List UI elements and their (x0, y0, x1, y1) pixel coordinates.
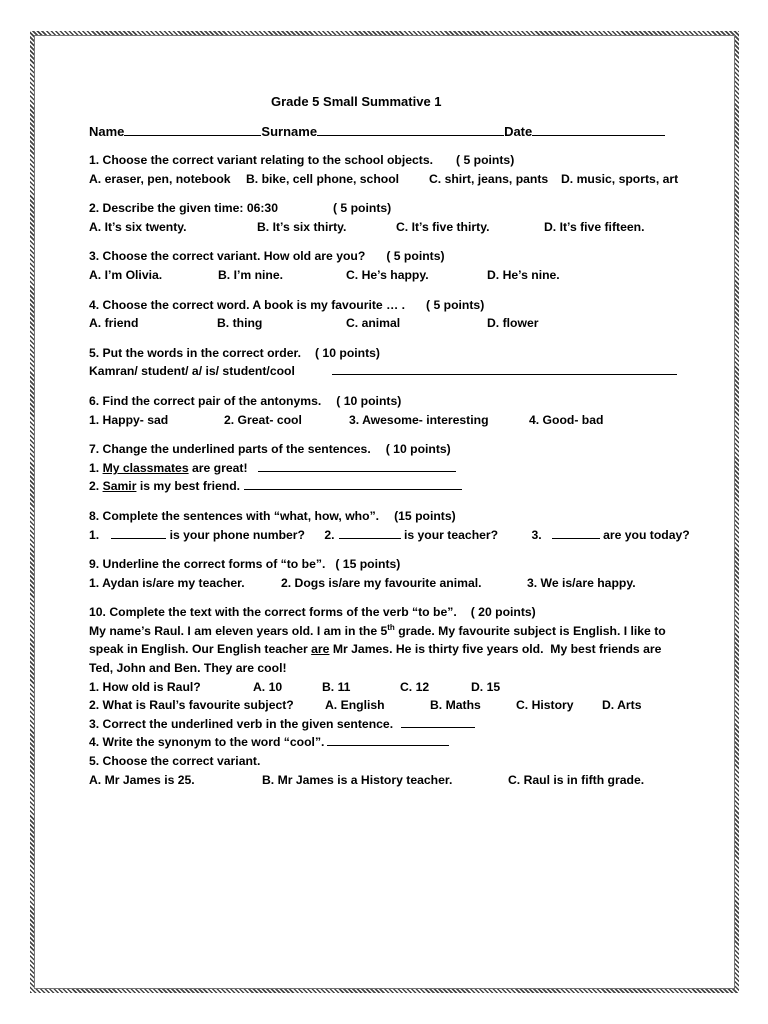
question-7 (89, 440, 689, 496)
option-a[interactable]: A. It’s six twenty. (89, 219, 187, 234)
sentence-number: 2. (89, 479, 100, 494)
question-2 (89, 199, 689, 236)
subquestion-2 (89, 696, 689, 715)
question-5 (89, 344, 689, 381)
option-d[interactable]: D. flower (487, 316, 539, 331)
question-prompt: 9. Underline the correct forms of “to be”. (89, 557, 326, 572)
option-d[interactable]: D. He’s nine. (487, 267, 560, 282)
question-prompt: 3. Choose the correct variant. How old are you? (89, 249, 366, 264)
text-segment: Mr James. He is thirty five years old. My best friends are (329, 642, 662, 657)
option-a[interactable]: A. friend (89, 316, 139, 331)
option-c[interactable]: C. It’s five thirty. (396, 219, 490, 234)
question-prompt: 5. Put the words in the correct order. (89, 345, 301, 360)
item-number: 3. (531, 527, 542, 542)
option-d[interactable]: D. 15 (471, 679, 501, 694)
sentence-text: is my best friend. (139, 479, 241, 494)
option-b[interactable]: B. I’m nine. (218, 267, 284, 282)
option-a[interactable]: A. 10 (253, 679, 283, 694)
question-4 (89, 296, 689, 333)
question-points: ( 10 points) (385, 442, 451, 457)
option-c[interactable]: C. animal (346, 316, 401, 331)
question-prompt: 2. Describe the given time: 06:30 (89, 201, 278, 216)
text-segment: My name’s Raul. I am eleven years old. I am in the 5 (89, 623, 388, 638)
option-2[interactable]: 2. Great- cool (224, 412, 302, 427)
question-points: ( 5 points) (456, 153, 515, 167)
option-b[interactable]: B. Maths (430, 698, 481, 713)
item-text: is your teacher? (403, 527, 499, 542)
question-prompt: 7. Change the underlined parts of the sentences. (89, 442, 371, 457)
question-1 (89, 151, 689, 188)
item-2[interactable]: 2. Dogs is/are my favourite animal. (281, 575, 482, 590)
underlined-phrase: Samir (102, 479, 137, 494)
date-blank[interactable] (532, 124, 665, 136)
option-a[interactable]: A. eraser, pen, notebook (89, 171, 231, 186)
subquestion-5: 5. Choose the correct variant. (89, 754, 261, 769)
option-c[interactable]: C. Raul is in fifth grade. (508, 772, 645, 787)
item-text: are you today? (603, 527, 690, 542)
question-points: ( 10 points) (314, 345, 380, 360)
answer-blank[interactable] (339, 527, 401, 539)
question-8 (89, 507, 689, 544)
option-3[interactable]: 3. Awesome- interesting (349, 412, 489, 427)
answer-blank[interactable] (332, 363, 677, 375)
page-title: Grade 5 Small Summative 1 (271, 94, 442, 109)
subquestion-3 (89, 715, 689, 734)
worksheet (89, 94, 689, 789)
option-a[interactable]: A. Mr James is 25. (89, 772, 195, 787)
item-1[interactable]: 1. Aydan is/are my teacher. (89, 575, 245, 590)
question-points: ( 10 points) (336, 393, 402, 408)
question-points: ( 20 points) (470, 605, 536, 620)
subquestion-text: 4. Write the synonym to the word “cool”. (89, 735, 325, 750)
subquestion-1 (89, 678, 689, 697)
underlined-phrase: My classmates (102, 460, 189, 475)
question-prompt: 6. Find the correct pair of the antonyms. (89, 393, 322, 408)
question-points: ( 5 points) (386, 249, 445, 264)
question-points: ( 5 points) (426, 297, 485, 312)
item-text: is your phone number? (169, 527, 305, 542)
option-d[interactable]: D. It’s five fifteen. (544, 219, 645, 234)
item-3[interactable]: 3. We is/are happy. (527, 575, 636, 590)
subquestion-4 (89, 733, 689, 752)
question-prompt: 10. Complete the text with the correct forms of the verb “to be”. (89, 605, 457, 620)
option-c[interactable]: C. He’s happy. (346, 267, 429, 282)
option-b[interactable]: B. bike, cell phone, school (246, 171, 400, 186)
option-c[interactable]: C. 12 (400, 679, 430, 694)
answer-blank[interactable] (327, 734, 449, 746)
answer-blank[interactable] (244, 478, 462, 490)
option-b[interactable]: B. thing (217, 316, 263, 331)
text-segment: grade. My favourite subject is English. I like to (394, 623, 666, 638)
text-segment: speak in English. Our English teacher (89, 642, 312, 657)
option-b[interactable]: B. It’s six thirty. (257, 219, 347, 234)
superscript: th (387, 622, 395, 632)
surname-label: Surname (261, 124, 318, 139)
subquestion-text: 2. What is Raul’s favourite subject? (89, 698, 294, 713)
item-number: 1. (89, 527, 100, 542)
option-b[interactable]: B. Mr James is a History teacher. (262, 772, 453, 787)
subquestion-text: 1. How old is Raul? (89, 679, 201, 694)
answer-blank[interactable] (552, 527, 600, 539)
question-points: (15 points) (394, 508, 456, 523)
name-blank[interactable] (124, 124, 261, 136)
reading-text-line-2 (89, 640, 689, 659)
option-a[interactable]: A. I’m Olivia. (89, 267, 163, 282)
name-label: Name (89, 124, 125, 139)
option-d[interactable]: D. Arts (602, 698, 642, 713)
option-4[interactable]: 4. Good- bad (529, 412, 604, 427)
question-10 (89, 603, 689, 789)
sentence-number: 1. (89, 460, 100, 475)
sentence-text: are great! (192, 460, 248, 475)
question-prompt: 1. Choose the correct variant relating to the school objects. (89, 153, 434, 167)
word-list: Kamran/ student/ a/ is/ student/cool (89, 364, 295, 379)
subquestion-text: 3. Correct the underlined verb in the given sentence. (89, 716, 394, 731)
option-d[interactable]: D. music, sports, art (561, 171, 679, 186)
surname-blank[interactable] (317, 124, 504, 136)
option-a[interactable]: A. English (325, 698, 385, 713)
date-label: Date (504, 124, 533, 139)
reading-text-line-3: Ted, John and Ben. They are cool! (89, 661, 287, 676)
answer-blank[interactable] (401, 716, 475, 728)
reading-text-line-1 (89, 622, 689, 641)
subquestion-5-options (89, 771, 689, 790)
student-info-line (89, 124, 689, 140)
option-c[interactable]: C. shirt, jeans, pants (429, 171, 549, 186)
question-9 (89, 555, 689, 592)
question-prompt: 4. Choose the correct word. A book is my favourite … . (89, 297, 406, 312)
question-6 (89, 392, 689, 429)
option-c[interactable]: C. History (516, 698, 574, 713)
option-b[interactable]: B. 11 (322, 679, 351, 694)
question-points: ( 15 points) (335, 557, 401, 572)
option-1[interactable]: 1. Happy- sad (89, 412, 169, 427)
question-prompt: 8. Complete the sentences with “what, how, who”. (89, 508, 380, 523)
underlined-verb: are (311, 642, 330, 657)
answer-blank[interactable] (258, 460, 456, 472)
question-points: ( 5 points) (332, 201, 392, 216)
answer-blank[interactable] (111, 527, 166, 539)
item-number: 2. (324, 527, 335, 542)
question-3 (89, 247, 689, 284)
